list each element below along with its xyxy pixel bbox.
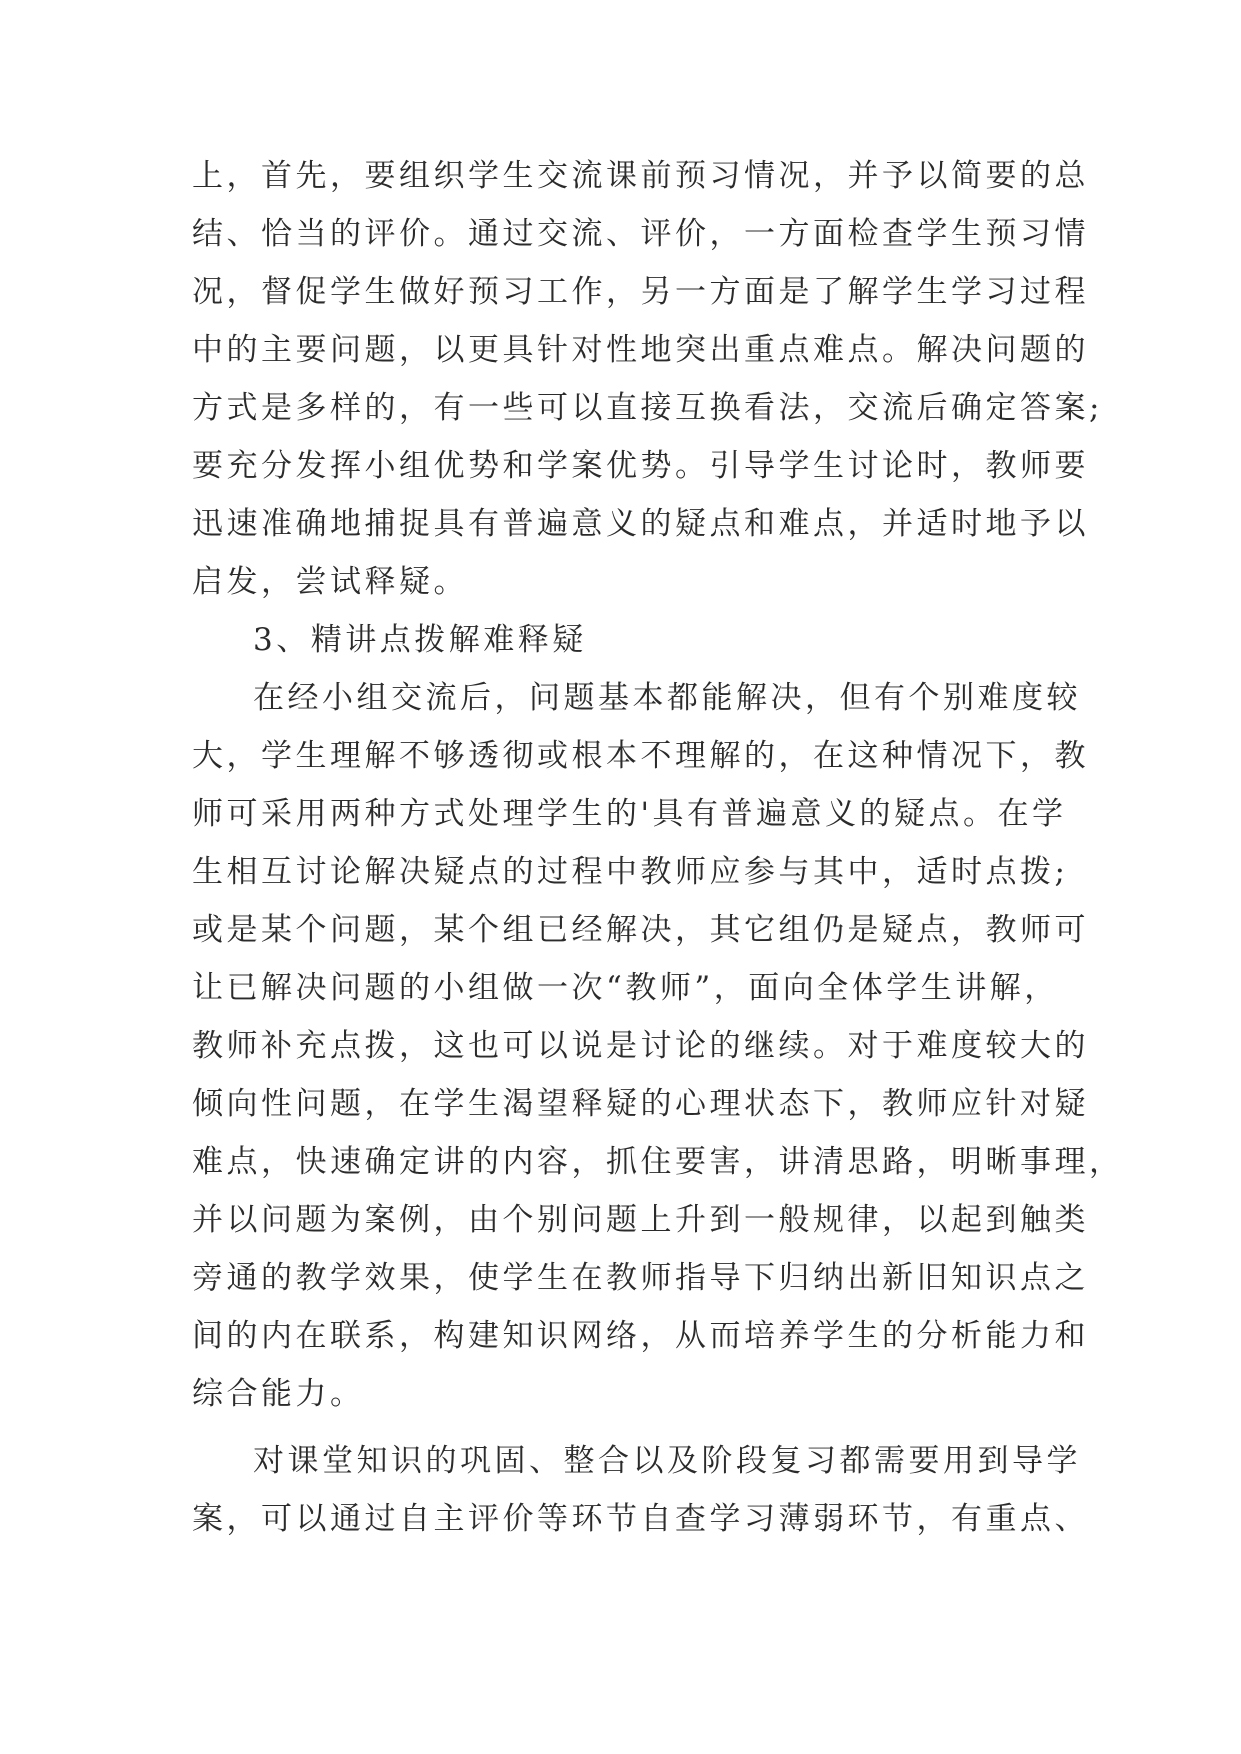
text-line: 中的主要问题，以更具针对性地突出重点难点。解决问题的 xyxy=(192,332,1089,368)
text-line: 倾向性问题，在学生渴望释疑的心理状态下，教师应针对疑 xyxy=(192,1086,1089,1122)
text-line: 对课堂知识的巩固、整合以及阶段复习都需要用到导学 xyxy=(253,1443,1081,1479)
text-line: 启发，尝试释疑。 xyxy=(192,564,468,600)
text-line: 上，首先，要组织学生交流课前预习情况，并予以简要的总 xyxy=(192,158,1089,194)
text-line: 难点，快速确定讲的内容，抓住要害，讲清思路，明晰事理， xyxy=(192,1144,1124,1180)
text-line: 教师补充点拨，这也可以说是讨论的继续。对于难度较大的 xyxy=(192,1028,1089,1064)
text-line: 让已解决问题的小组做一次“教师”，面向全体学生讲解， xyxy=(192,970,1059,1006)
text-line: 综合能力。 xyxy=(192,1376,365,1412)
text-line: 在经小组交流后，问题基本都能解决，但有个别难度较 xyxy=(253,680,1081,716)
text-line: 方式是多样的，有一些可以直接互换看法，交流后确定答案; xyxy=(192,390,1103,426)
text-line: 大，学生理解不够透彻或根本不理解的，在这种情况下，教 xyxy=(192,738,1089,774)
text-line: 迅速准确地捕捉具有普遍意义的疑点和难点，并适时地予以 xyxy=(192,506,1089,542)
text-line: 案，可以通过自主评价等环节自查学习薄弱环节，有重点、 xyxy=(192,1501,1089,1537)
text-line: 间的内在联系，构建知识网络，从而培养学生的分析能力和 xyxy=(192,1318,1089,1354)
text-line: 或是某个问题，某个组已经解决，其它组仍是疑点，教师可 xyxy=(192,912,1089,948)
text-line: 师可采用两种方式处理学生的'具有普遍意义的疑点。在学 xyxy=(192,796,1067,832)
text-line: 并以问题为案例，由个别问题上升到一般规律，以起到触类 xyxy=(192,1202,1089,1238)
text-line: 结、恰当的评价。通过交流、评价，一方面检查学生预习情 xyxy=(192,216,1089,252)
text-line: 生相互讨论解决疑点的过程中教师应参与其中，适时点拨; xyxy=(192,854,1069,890)
text-line: 况，督促学生做好预习工作，另一方面是了解学生学习过程 xyxy=(192,274,1089,310)
text-line: 旁通的教学效果，使学生在教师指导下归纳出新旧知识点之 xyxy=(192,1260,1089,1296)
section-heading: 3、精讲点拨解难释疑 xyxy=(253,622,587,658)
text-line: 要充分发挥小组优势和学案优势。引导学生讨论时，教师要 xyxy=(192,448,1089,484)
